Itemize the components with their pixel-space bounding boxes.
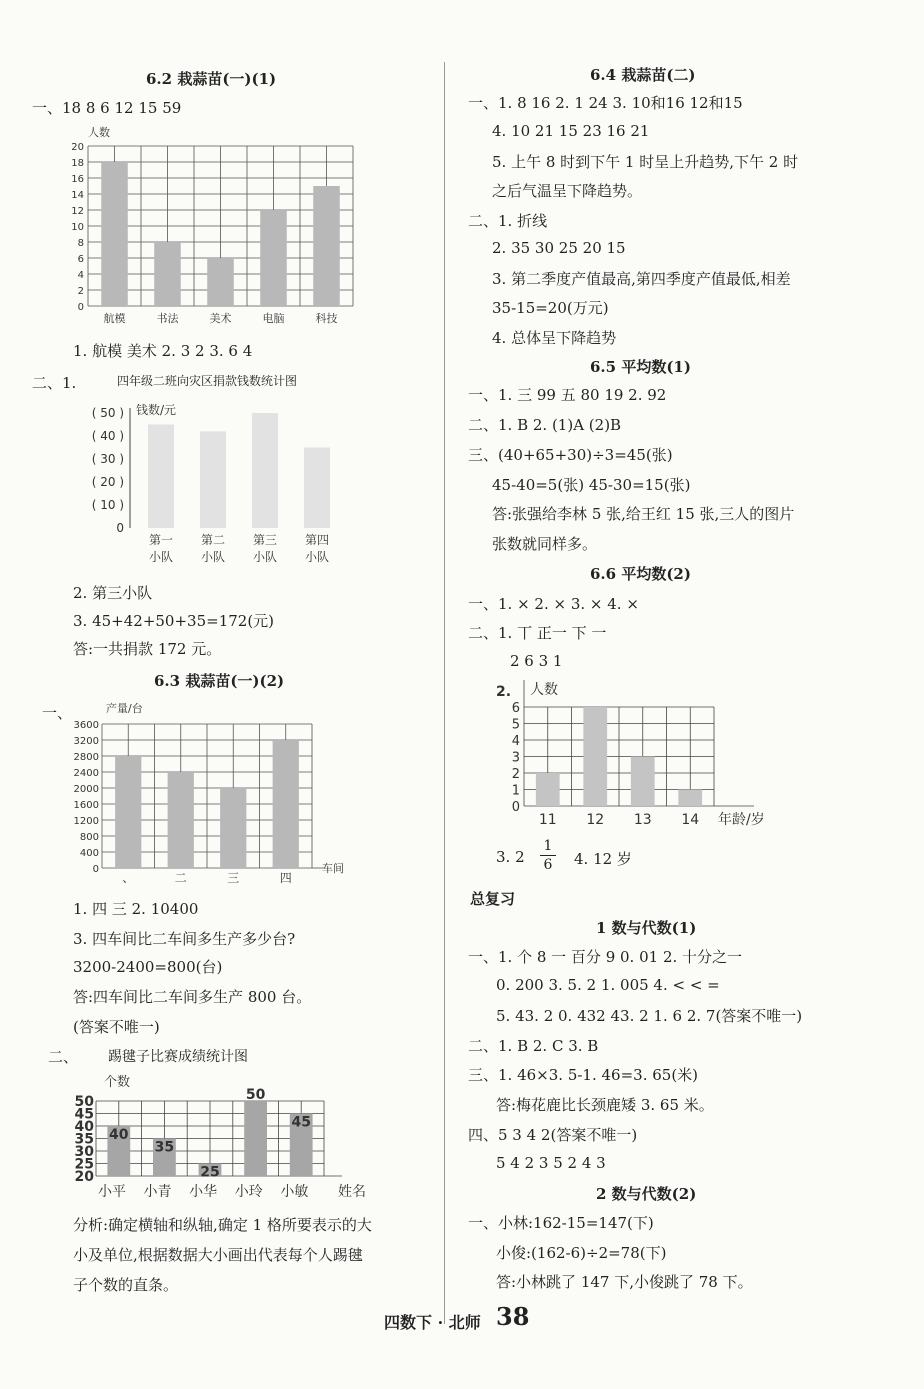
s64-line-1: 一、1. 8 16 2. 1 24 3. 10和16 12和15	[468, 94, 743, 112]
column-divider	[444, 62, 445, 1324]
chart3-xtick: 四	[279, 871, 292, 885]
chart4-ytick: 50	[74, 1094, 94, 1110]
chart1-plot	[71, 125, 353, 325]
chart3-xtick: 二	[174, 871, 187, 885]
analysis-line-2: 小及单位,根据数据大小画出代表每个人踢毽	[73, 1246, 363, 1264]
fraction	[540, 838, 556, 873]
chart3-ytick: 2400	[73, 768, 99, 779]
review-line-3: 5. 43. 2 0. 432 43. 2 1. 6 2. 7(答案不唯一)	[496, 1007, 803, 1025]
chart5-ytick: 3	[511, 750, 520, 766]
s64-line-5: 二、1. 折线	[468, 212, 548, 230]
chart3-bar	[273, 740, 299, 868]
chart3-bar	[220, 788, 246, 868]
chart1-ytick: 10	[71, 222, 84, 233]
section-title-6-5: 6.5 平均数(1)	[590, 358, 691, 376]
review-line-4: 二、1. B 2. C 3. B	[468, 1037, 599, 1055]
review-heading: 总复习	[470, 890, 516, 908]
chart2-ytick: ( 30 )	[91, 452, 124, 466]
answer-6-3-1: 1. 四 三 2. 10400	[73, 900, 199, 918]
chart1-ytick: 4	[77, 270, 84, 281]
chart5-ytick: 0	[511, 800, 520, 815]
chart4-ylabel: 个数	[104, 1075, 131, 1090]
chart4-xtick: 小敏	[280, 1184, 309, 1200]
chart3-plot	[74, 701, 344, 885]
chart4-data-label: 25	[200, 1164, 220, 1181]
chart4-xtick: 小平	[97, 1184, 126, 1200]
s65-line-2: 二、1. B 2. (1)A (2)B	[468, 416, 622, 434]
review-line-5: 三、1. 46×3. 5-1. 46=3. 65(米)	[468, 1066, 699, 1084]
q2-prefix: 二、1.	[32, 374, 77, 392]
chart1-ytick: 12	[71, 206, 84, 217]
review-line-9: 一、小林:162-15=147(下)	[468, 1214, 654, 1232]
chart-workshop-output	[60, 700, 360, 888]
section-title-6-3: 6.3 栽蒜苗(一)(2)	[154, 672, 285, 690]
chart3-ytick: 3200	[73, 736, 99, 747]
chart3-ytick: 3600	[73, 720, 99, 731]
s66-line-2: 二、1. 丅 正一 下 一	[468, 624, 607, 642]
chart3-ytick: 1200	[73, 816, 99, 827]
section-title-6-2: 6.2 栽蒜苗(一)(1)	[146, 70, 277, 88]
chart3-ytick: 1600	[73, 800, 99, 811]
s64-line-6: 2. 35 30 25 20 15	[492, 239, 626, 257]
section-title-6-6: 6.6 平均数(2)	[590, 565, 691, 583]
s65-line-1: 一、1. 三 99 五 80 19 2. 92	[468, 386, 667, 404]
chart5-plot	[496, 680, 765, 828]
section-title-6-4: 6.4 栽蒜苗(二)	[590, 66, 696, 84]
chart5-xtick: 11	[538, 812, 557, 828]
chart1-xtick: 航模	[103, 312, 126, 325]
chart2-bar	[200, 431, 226, 528]
chart1-ylabel: 人数	[88, 126, 110, 139]
fraction-bar	[540, 855, 556, 856]
chart1-bar	[101, 162, 128, 306]
chart5-xtick: 13	[633, 812, 652, 828]
chart5-prefix: 2.	[496, 684, 512, 700]
chart2-bar	[252, 413, 278, 528]
review-line-7: 四、5 3 4 2(答案不唯一)	[468, 1126, 638, 1144]
chart1-ytick: 2	[77, 286, 84, 297]
page-number: 38	[496, 1302, 530, 1331]
chart3-xlabel: 车间	[322, 862, 344, 875]
chart5-bar	[678, 790, 702, 807]
chart5-xtick: 14	[681, 812, 700, 828]
s64-line-8: 35-15=20(万元)	[492, 299, 609, 317]
chart2-title: 四年级二班向灾区捐款钱数统计图	[117, 374, 298, 388]
chart5-bar	[631, 757, 655, 807]
chart5-bar	[583, 707, 607, 806]
chart4-ytick: 20	[74, 1169, 94, 1185]
chart4-ytick: 30	[74, 1144, 94, 1160]
s64-line-2: 4. 10 21 15 23 16 21	[492, 122, 650, 140]
fraction-numerator: 1	[543, 838, 553, 854]
fraction-denominator: 6	[543, 857, 553, 873]
chart5-ytick: 1	[511, 783, 520, 799]
chart4-plot	[75, 1074, 366, 1200]
review-line-1: 一、1. 个 8 一 百分 9 0. 01 2. 十分之一	[468, 948, 743, 966]
chart3-ytick: 2800	[73, 752, 99, 763]
chart3-ytick: 0	[92, 864, 99, 875]
s64-line-3: 5. 上午 8 时到下午 1 时呈上升趋势,下午 2 时	[492, 153, 799, 171]
chart2-xtick: 第二	[200, 533, 226, 547]
chart2-xtick-2: 小队	[148, 550, 174, 564]
chart4-bar	[244, 1101, 267, 1176]
chart1-xtick: 美术	[209, 312, 232, 325]
chart2-xtick: 第一	[148, 533, 174, 547]
chart2-bar	[148, 425, 174, 529]
chart1-bar	[154, 242, 181, 306]
chart2-xtick-2: 小队	[200, 550, 226, 564]
chart-age-distribution	[490, 676, 790, 830]
chart5-ytick: 4	[511, 734, 520, 749]
chart5-xtick: 12	[586, 812, 605, 828]
chart2-xtick: 第四	[304, 533, 330, 547]
chart5-ytick: 5	[511, 717, 520, 733]
answer-6-3-2: 3. 四车间比二车间多生产多少台?	[73, 930, 296, 948]
answer-4: 答:一共捐款 172 元。	[73, 640, 222, 658]
review-line-6: 答:梅花鹿比长颈鹿矮 3. 65 米。	[496, 1096, 714, 1114]
chart3-xtick: 、	[122, 871, 135, 885]
chart4-title: 踢毽子比赛成绩统计图	[108, 1049, 248, 1065]
chart1-ytick: 20	[71, 142, 84, 153]
analysis-line-1: 分析:确定横轴和纵轴,确定 1 格所要表示的大	[73, 1216, 372, 1234]
chart1-xtick: 科技	[315, 312, 338, 325]
chart2-ytick: ( 50 )	[91, 406, 124, 420]
s64-line-9: 4. 总体呈下降趋势	[492, 329, 617, 347]
s66-answer-3: 3. 2	[496, 848, 525, 866]
chart5-ytick: 6	[511, 701, 520, 716]
analysis-line-3: 子个数的直条。	[73, 1276, 179, 1294]
chart3-ytick: 2000	[73, 784, 99, 795]
chart3-ytick: 400	[79, 848, 99, 859]
answer-3: 3. 45+42+50+35=172(元)	[73, 612, 275, 630]
chart2-ytick: ( 40 )	[91, 429, 124, 443]
review-title-1: 1 数与代数(1)	[596, 919, 697, 937]
q2-prefix-6-3: 二、	[48, 1048, 79, 1066]
chart3-xtick: 三	[227, 871, 240, 885]
s65-line-5: 答:张强给李林 5 张,给王红 15 张,三人的图片	[492, 505, 795, 523]
chart5-ylabel: 人数	[530, 682, 558, 698]
chart3-bar	[168, 772, 194, 868]
review-line-2: 0. 200 3. 5. 2 1. 005 4. < < =	[496, 976, 720, 994]
chart4-xtick: 小玲	[234, 1184, 263, 1200]
chart2-bar	[304, 448, 330, 529]
footer-label: 四数下 · 北师	[384, 1313, 481, 1332]
answer-6-3-5: (答案不唯一)	[73, 1018, 160, 1036]
answer-2: 2. 第三小队	[73, 584, 153, 602]
s65-line-6: 张数就同样多。	[492, 535, 598, 553]
chart1-ytick: 18	[71, 158, 84, 169]
chart5-ytick: 2	[511, 767, 520, 782]
answer-1: 1. 航模 美术 2. 3 2 3. 6 4	[73, 342, 253, 360]
chart4-ytick: 25	[74, 1156, 94, 1173]
chart2-ylabel: 钱数/元	[136, 403, 177, 417]
chart2-ytick: ( 20 )	[91, 475, 124, 489]
chart1-ytick: 0	[77, 302, 84, 313]
chart4-xlabel: 姓名	[338, 1184, 366, 1200]
chart4-xtick: 小青	[143, 1184, 172, 1200]
chart-shuttlecock	[60, 1072, 380, 1206]
chart3-ylabel: 产量/台	[106, 702, 143, 715]
s64-line-4: 之后气温呈下降趋势。	[492, 182, 643, 200]
chart4-data-label: 40	[109, 1127, 129, 1143]
review-line-8: 5 4 2 3 5 2 4 3	[496, 1154, 606, 1172]
chart2-xtick-2: 小队	[304, 550, 330, 564]
chart4-ytick: 45	[74, 1106, 94, 1123]
chart1-ytick: 6	[77, 254, 84, 265]
chart1-bar	[313, 186, 340, 306]
chart1-ytick: 16	[71, 174, 84, 185]
chart4-xtick: 小华	[189, 1184, 218, 1200]
chart5-bar	[536, 773, 560, 806]
s65-line-4: 45-40=5(张) 45-30=15(张)	[492, 476, 691, 494]
chart1-bar	[207, 258, 234, 306]
s66-answer-4: 4. 12 岁	[574, 850, 632, 868]
chart1-ytick: 8	[77, 238, 84, 249]
chart4-data-label: 45	[291, 1114, 311, 1131]
chart3-ytick: 800	[79, 832, 99, 843]
q1-answers: 一、18 8 6 12 15 59	[32, 99, 182, 117]
s66-line-1: 一、1. × 2. × 3. × 4. ×	[468, 595, 639, 613]
chart4-data-label: 35	[154, 1139, 175, 1156]
chart1-xtick: 书法	[156, 312, 179, 325]
answer-6-3-4: 答:四车间比二车间多生产 800 台。	[73, 988, 312, 1006]
chart2-xtick-2: 小队	[252, 550, 278, 564]
chart4-ytick: 35	[74, 1131, 94, 1148]
chart1-ytick: 14	[71, 190, 84, 201]
chart4-data-label: 50	[245, 1087, 266, 1103]
chart4-ytick: 40	[74, 1119, 94, 1135]
chart2-ytick: 0	[116, 521, 124, 535]
chart-donation	[80, 398, 360, 570]
review-line-10: 小俊:(162-6)÷2=78(下)	[496, 1244, 667, 1262]
review-title-2: 2 数与代数(2)	[596, 1185, 697, 1203]
q1-prefix-6-3: 一、	[42, 704, 73, 722]
chart1-bar	[260, 210, 287, 306]
chart3-bar	[115, 756, 141, 868]
s64-line-7: 3. 第二季度产值最高,第四季度产值最低,相差	[492, 270, 791, 288]
s65-line-3: 三、(40+65+30)÷3=45(张)	[468, 446, 673, 464]
chart-interest-groups	[50, 122, 370, 334]
chart1-xtick: 电脑	[262, 312, 285, 325]
chart2-ytick: ( 10 )	[91, 498, 124, 512]
chart5-xlabel: 年龄/岁	[718, 812, 765, 828]
s66-line-3: 2 6 3 1	[510, 652, 563, 670]
chart2-xtick: 第三	[252, 533, 278, 547]
review-line-11: 答:小林跳了 147 下,小俊跳了 78 下。	[496, 1273, 753, 1291]
chart2-plot	[92, 402, 330, 564]
answer-6-3-3: 3200-2400=800(台)	[73, 958, 223, 976]
